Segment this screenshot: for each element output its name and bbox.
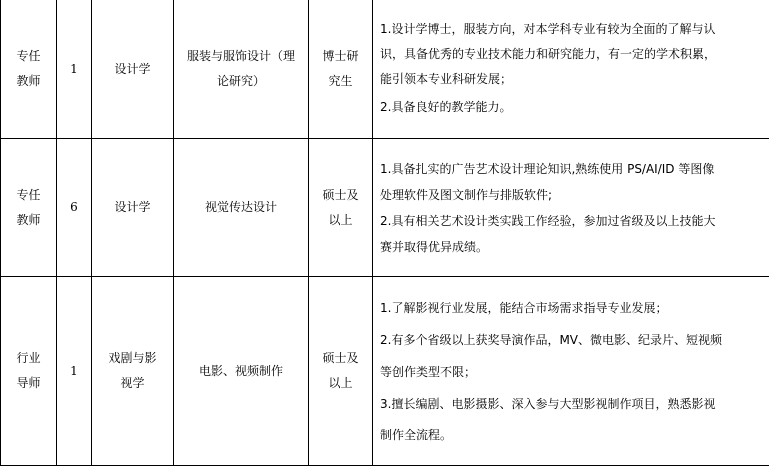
- position-cell-line: 教师: [1, 69, 56, 94]
- degree-cell: [309, 139, 373, 277]
- direction-cell: [174, 277, 309, 466]
- count-cell: 6: [57, 139, 92, 277]
- direction-cell-line: 电影、视频制作: [174, 364, 308, 379]
- requirement-line: 处理软件及图文制作与排版软件;: [380, 182, 769, 208]
- requirement-line: 能引领本专业科研发展；: [380, 67, 769, 92]
- requirements-cell: [373, 139, 769, 277]
- position-cell-line: 专任: [1, 44, 56, 69]
- requirement-line: 制作全流程。: [380, 420, 769, 450]
- requirement-line: 2.具备良好的教学能力。: [380, 92, 769, 122]
- discipline-cell-line: 视学: [92, 371, 173, 396]
- requirement-line: 识，具备优秀的专业技术能力和研究能力，有一定的学术积累，: [380, 42, 769, 67]
- degree-cell: [309, 0, 373, 139]
- direction-cell-line: 服装与服饰设计（理: [174, 44, 308, 69]
- requirement-line: 1.具备扎实的广告艺术设计理论知识,熟练使用 PS/AI/ID 等图像: [380, 156, 769, 182]
- position-cell: [1, 139, 57, 277]
- position-cell: [1, 0, 57, 139]
- requirement-line: 3.擅长编剧、电影摄影、深入参与大型影视制作项目，熟悉影视: [380, 388, 769, 420]
- position-cell-line: 行业: [1, 346, 56, 371]
- direction-cell: [174, 0, 309, 139]
- table-row: [1, 0, 769, 139]
- degree-cell-line: 博士研: [309, 44, 372, 69]
- position-cell-line: 导师: [1, 371, 56, 396]
- table-body: [1, 0, 769, 466]
- degree-cell-line: 以上: [309, 371, 372, 396]
- degree-cell-line: 硕士及: [309, 346, 372, 371]
- requirement-line: 赛并取得优异成绩。: [380, 234, 769, 260]
- degree-cell-line: 以上: [309, 208, 372, 233]
- requirement-line: 2.有多个省级以上获奖导演作品，MV、微电影、纪录片、短视频: [380, 324, 769, 356]
- degree-cell-line: 究生: [309, 69, 372, 94]
- degree-cell: [309, 277, 373, 466]
- requirements-cell: [373, 0, 769, 139]
- discipline-cell-line: 设计学: [92, 62, 173, 77]
- discipline-cell: [92, 0, 174, 139]
- table-row: [1, 139, 769, 277]
- position-cell-line: 教师: [1, 208, 56, 233]
- discipline-cell: [92, 277, 174, 466]
- discipline-cell-line: 设计学: [92, 200, 173, 215]
- degree-cell-line: 硕士及: [309, 183, 372, 208]
- count-cell: 1: [57, 0, 92, 139]
- requirement-line: 2.具有相关艺术设计类实践工作经验，参加过省级及以上技能大: [380, 208, 769, 234]
- requirement-line: 等创作类型不限；: [380, 356, 769, 388]
- requirements-cell: [373, 277, 769, 466]
- discipline-cell-line: 戏剧与影: [92, 346, 173, 371]
- position-cell-line: 专任: [1, 183, 56, 208]
- discipline-cell: [92, 139, 174, 277]
- requirement-line: 1.了解影视行业发展，能结合市场需求指导专业发展；: [380, 292, 769, 324]
- table-row: [1, 277, 769, 466]
- count-cell: 1: [57, 277, 92, 466]
- direction-cell-line: 论研究）: [174, 69, 308, 94]
- direction-cell: [174, 139, 309, 277]
- requirement-line: 1.设计学博士，服装方向，对本学科专业有较为全面的了解与认: [380, 17, 769, 42]
- position-cell: [1, 277, 57, 466]
- direction-cell-line: 视觉传达设计: [174, 200, 308, 215]
